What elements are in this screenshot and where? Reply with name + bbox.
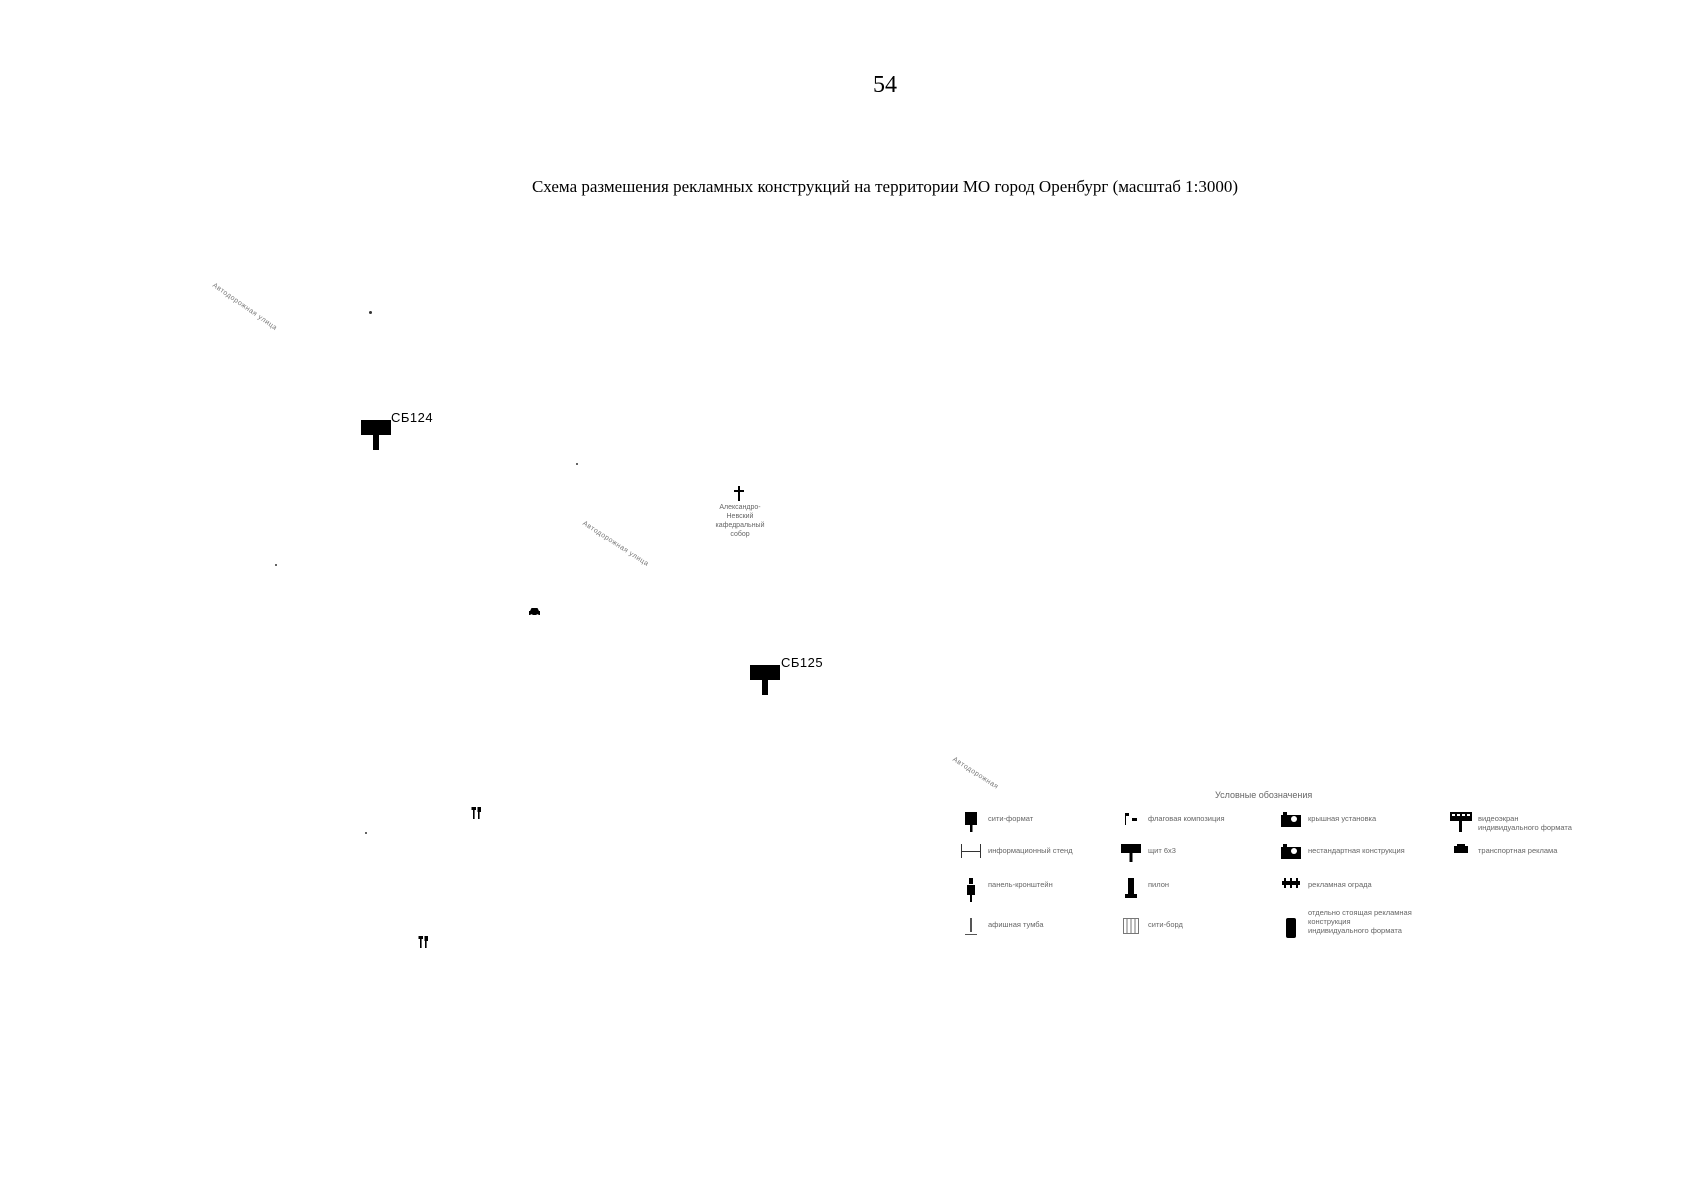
legend-label: видеоэкран индивидуального формата [1478,814,1572,832]
legend-label: нестандартная конструкция [1308,846,1405,855]
street-label: Автодорожная улица [581,520,650,568]
legend-item [960,812,1115,832]
construction-code: СБ124 [391,410,434,425]
legend-item [1120,812,1275,826]
legend-label: отдельно стоящая рекламная конструкция индивидуального формата [1308,908,1412,935]
map-title: Схема размешения рекламных конструкций на территории МО город Оренбург (масштаб 1:3000) [531,177,1239,196]
cross-icon[interactable] [733,486,745,501]
billboard-icon[interactable] [361,420,391,450]
individual-format-icon [1280,906,1302,938]
transit-advertising-icon [1450,844,1472,854]
legend-title: Условные обозначения [1215,790,1313,800]
legend-label: панель-кронштейн [988,880,1053,889]
map-point [576,463,578,465]
legend-item [1280,906,1470,938]
legend-item [1120,844,1275,862]
legend-item [1280,878,1445,889]
legend-item [960,918,1115,936]
nonstandard-construction-icon [1280,844,1302,860]
car-icon[interactable] [528,607,541,617]
info-stand-icon [960,844,982,858]
street-label: Автодорожная улица [210,282,279,333]
legend-label: пилон [1148,880,1170,889]
city-format-icon [960,812,982,832]
billboard-icon [1120,844,1142,862]
legend-item [1120,878,1275,898]
map-point [365,832,367,834]
map-point [369,311,372,314]
legend-label: флаговая композиция [1148,814,1225,823]
poster-stand-icon [960,918,982,936]
video-screen-icon [1450,812,1472,832]
legend-item [1120,918,1275,934]
legend-item [1450,812,1620,832]
legend-item [960,844,1115,858]
legend [960,790,1620,970]
fork-knife-icon[interactable] [471,807,482,819]
legend-item [960,878,1115,902]
street-label: Автодорожная [951,756,1000,791]
construction-code: СБ125 [781,655,824,670]
legend-label: информационный стенд [988,846,1073,855]
legend-item [1450,844,1620,855]
legend-label: щит 6х3 [1148,846,1176,855]
legend-label: крышная установка [1308,814,1377,823]
roof-installation-icon [1280,812,1302,828]
page-number: 54 [873,72,897,98]
billboard-icon[interactable] [750,665,780,695]
flag-composition-icon [1120,812,1142,826]
city-board-icon [1120,918,1142,934]
legend-label: транспортная реклама [1478,846,1558,855]
legend-label: рекламная ограда [1308,880,1372,889]
legend-label: афишная тумба [988,920,1044,929]
map-point [275,564,277,566]
church-label: Александро- Невский кафедральный собор [715,504,765,538]
fork-knife-icon[interactable] [418,936,429,948]
legend-item [1280,844,1445,860]
bracket-panel-icon [960,878,982,902]
pylon-icon [1120,878,1142,898]
fence-icon [1280,878,1302,888]
legend-label: сити-борд [1148,920,1183,929]
legend-item [1280,812,1440,828]
legend-label: сити-формат [988,814,1034,823]
